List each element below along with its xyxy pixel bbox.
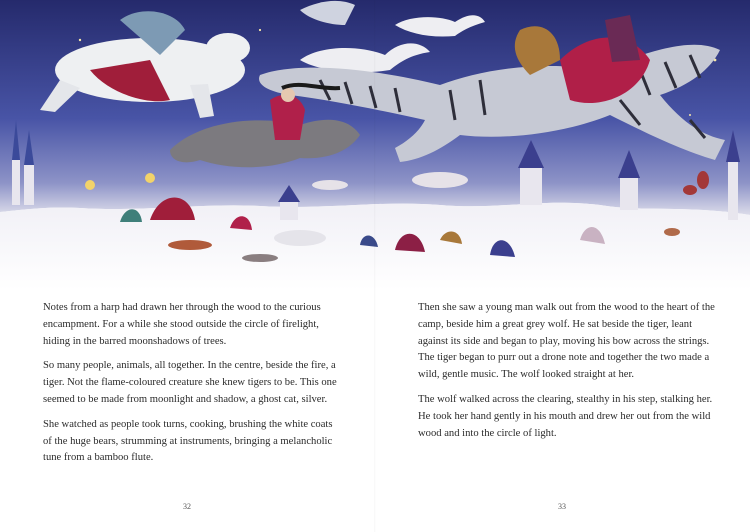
paragraph: She watched as people took turns, cooking, brushing the white coats of the huge bears, strumming at instruments, bringing a melancholic tune from a bamboo flute. xyxy=(43,418,333,464)
paragraph: Then she saw a young man walk out from the wood to the heart of the camp, beside him a great grey wolf. He sat beside the tiger, leant against its side and began to play, moving his bow across the strings. The tiger began to purr out a drone note and together the two made a wild, gentle music. The wolf looked straight at her. xyxy=(418,302,715,381)
left-page-text xyxy=(43,300,343,475)
right-page-text xyxy=(418,300,718,450)
page-number-left: 32 xyxy=(183,502,191,511)
paragraph: So many people, animals, all together. In the centre, beside the fire, a tiger. Not the flame-coloured creature she knew tigers to be. This one seemed to be made from moonlight and shadow, a ghost cat, silver. xyxy=(43,360,337,405)
page-number-right: 33 xyxy=(558,502,566,511)
paragraph: Notes from a harp had drawn her through the wood to the curious encampment. For a while she stood outside the circle of firelight, hiding in the barred moonshadows of trees. xyxy=(43,302,321,347)
paragraph: The wolf walked across the clearing, stealthy in his step, stalking her. He took her hand gently in his mouth and drew her out from the wild wood and into the circle of light. xyxy=(418,393,713,439)
book-gutter xyxy=(374,0,376,532)
